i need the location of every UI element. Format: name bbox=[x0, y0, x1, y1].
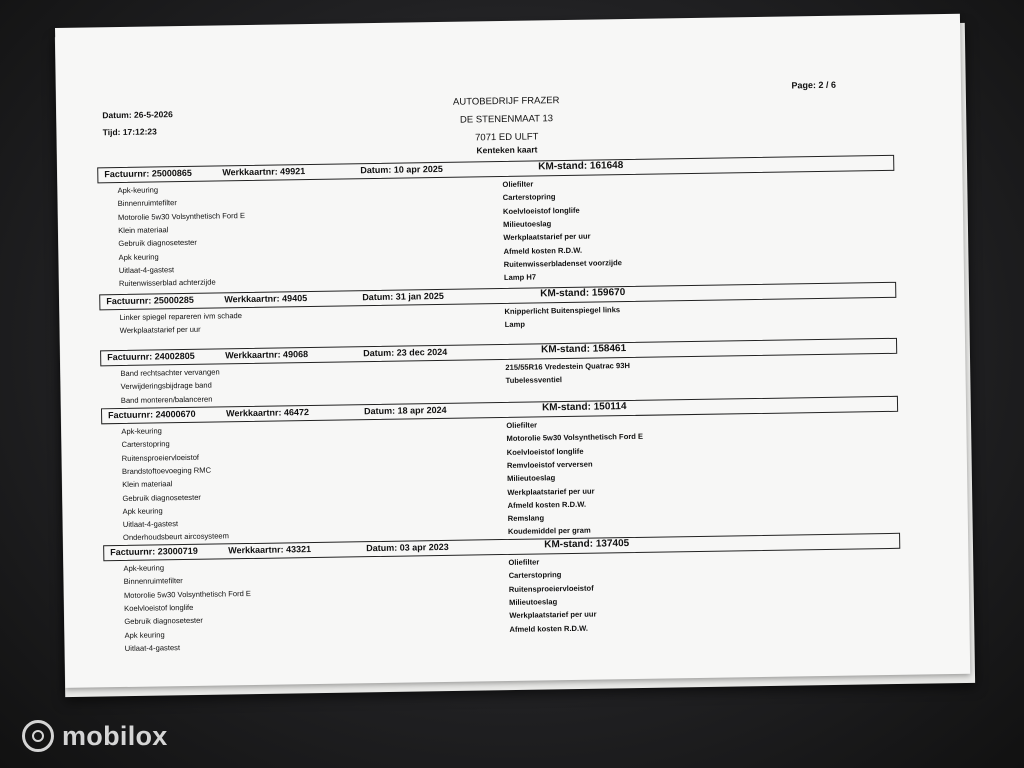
part-item: Werkplaatstarief per uur bbox=[503, 231, 591, 243]
service-item: Ruitensproeiervloeistof bbox=[121, 452, 200, 463]
part-item: Milieutoeslag bbox=[507, 473, 556, 484]
mileage-reading: KM-stand: 150114 bbox=[541, 401, 627, 414]
part-item: Lamp bbox=[504, 319, 526, 330]
invoice-number: Factuurnr: 25000865 bbox=[104, 167, 192, 180]
service-item: Uitlaat-4-gastest bbox=[118, 264, 175, 275]
company-city: 7071 ED ULFT bbox=[475, 131, 539, 144]
workcard-number: Werkkaartnr: 49068 bbox=[225, 349, 309, 361]
invoice-date: Datum: 23 dec 2024 bbox=[363, 346, 448, 359]
part-item: Werkplaatstarief per uur bbox=[507, 486, 595, 497]
print-date: Datum: 26-5-2026 bbox=[102, 109, 173, 121]
part-item: Koelvloeistof longlife bbox=[502, 205, 580, 216]
part-item: Milieutoeslag bbox=[509, 597, 558, 607]
part-item: Remvloeistof verversen bbox=[506, 459, 593, 470]
part-item: Oliefilter bbox=[508, 557, 540, 567]
company-street: DE STENENMAAT 13 bbox=[459, 113, 554, 126]
service-item: Apk-keuring bbox=[117, 185, 159, 196]
watermark bbox=[22, 716, 168, 756]
invoice-date: Datum: 18 apr 2024 bbox=[363, 404, 447, 417]
part-item: Koelvloeistof longlife bbox=[506, 446, 584, 457]
part-item: Oliefilter bbox=[502, 179, 534, 189]
part-item: Carterstopring bbox=[508, 570, 562, 581]
service-item: Apk-keuring bbox=[121, 426, 162, 437]
service-item: Band monteren/balanceren bbox=[120, 394, 213, 405]
service-item: Binnenruimtefilter bbox=[117, 198, 177, 209]
part-item: Werkplaatstarief per uur bbox=[509, 609, 597, 621]
company-name: AUTOBEDRIJF FRAZER bbox=[452, 95, 560, 108]
invoice-header bbox=[101, 396, 898, 425]
watermark-text: mobilox bbox=[62, 720, 168, 751]
service-item: Brandstoftoevoeging RMC bbox=[121, 465, 212, 476]
service-item: Ruitenwisserblad achterzijde bbox=[118, 277, 216, 289]
service-item: Apk keuring bbox=[124, 629, 165, 640]
page-number: Page: 2 / 6 bbox=[791, 79, 837, 91]
service-item: Motorolie 5w30 Volsynthetisch Ford E bbox=[123, 588, 252, 600]
part-item: Afmeld kosten R.D.W. bbox=[507, 499, 587, 510]
service-item: Apk keuring bbox=[122, 506, 163, 516]
part-item: Motorolie 5w30 Volsynthetisch Ford E bbox=[506, 432, 644, 444]
part-item: Ruitensproeiervloeistof bbox=[508, 583, 594, 594]
part-item: Afmeld kosten R.D.W. bbox=[509, 623, 589, 634]
invoice-date: Datum: 31 jan 2025 bbox=[362, 290, 444, 303]
workcard-number: Werkkaartnr: 49921 bbox=[222, 166, 306, 178]
invoice-header bbox=[100, 338, 897, 367]
service-item: Gebruik diagnosetester bbox=[124, 615, 203, 627]
service-item: Klein materiaal bbox=[122, 479, 173, 490]
service-history-page bbox=[55, 14, 970, 688]
part-item: 215/55R16 Vredestein Quatrac 93H bbox=[505, 361, 630, 372]
invoice-number: Factuurnr: 24000670 bbox=[108, 408, 196, 421]
mileage-reading: KM-stand: 137405 bbox=[544, 538, 630, 551]
service-item: Linker spiegel repareren ivm schade bbox=[119, 311, 243, 323]
part-item: Tubelessventiel bbox=[505, 375, 563, 386]
workcard-number: Werkkaartnr: 46472 bbox=[225, 407, 310, 419]
service-item: Onderhoudsbeurt aircosysteem bbox=[122, 531, 230, 543]
print-meta bbox=[102, 106, 173, 141]
part-item: Carterstopring bbox=[502, 192, 556, 203]
part-item: Afmeld kosten R.D.W. bbox=[503, 245, 583, 256]
service-item: Motorolie 5w30 Volsynthetisch Ford E bbox=[117, 210, 246, 222]
part-item: Knipperlicht Buitenspiegel links bbox=[504, 305, 621, 316]
mileage-reading: KM-stand: 158461 bbox=[541, 343, 627, 356]
invoice-header bbox=[99, 282, 896, 311]
invoice-header bbox=[97, 155, 894, 184]
invoice-date: Datum: 03 apr 2023 bbox=[366, 541, 449, 554]
invoice-date: Datum: 10 apr 2025 bbox=[360, 163, 443, 176]
invoice-number: Factuurnr: 25000285 bbox=[106, 294, 194, 307]
part-item: Ruitenwisserbladenset voorzijde bbox=[503, 257, 622, 269]
document-title: Kenteken kaart bbox=[476, 144, 538, 156]
service-item: Carterstopring bbox=[121, 439, 170, 450]
workcard-number: Werkkaartnr: 43321 bbox=[228, 544, 312, 556]
mileage-reading: KM-stand: 161648 bbox=[538, 160, 624, 173]
print-time: Tijd: 17:12:23 bbox=[102, 126, 157, 138]
service-item: Binnenruimtefilter bbox=[123, 576, 183, 587]
mobilox-logo-icon bbox=[22, 720, 54, 752]
part-item: Lamp H7 bbox=[503, 272, 537, 283]
service-item: Gebruik diagnosetester bbox=[118, 237, 197, 249]
part-item: Milieutoeslag bbox=[503, 219, 552, 229]
service-item: Apk-keuring bbox=[123, 563, 165, 573]
service-item: Klein materiaal bbox=[118, 225, 169, 235]
invoice-number: Factuurnr: 24002805 bbox=[107, 350, 195, 363]
part-item: Remslang bbox=[507, 513, 545, 524]
service-item: Band rechtsachter vervangen bbox=[120, 367, 220, 379]
workcard-number: Werkkaartnr: 49405 bbox=[224, 293, 308, 305]
service-item: Uitlaat-4-gastest bbox=[124, 642, 181, 653]
service-item: Gebruik diagnosetester bbox=[122, 492, 201, 503]
service-item: Apk keuring bbox=[118, 251, 159, 262]
mileage-reading: KM-stand: 159670 bbox=[540, 287, 626, 300]
service-item: Uitlaat-4-gastest bbox=[122, 519, 179, 530]
service-item: Werkplaatstarief per uur bbox=[119, 325, 201, 336]
part-item: Oliefilter bbox=[506, 420, 538, 430]
service-item: Verwijderingsbijdrage band bbox=[120, 380, 212, 392]
part-item: Koudemiddel per gram bbox=[507, 526, 591, 537]
service-item: Koelvloeistof longlife bbox=[124, 602, 194, 613]
invoice-number: Factuurnr: 23000719 bbox=[110, 545, 198, 558]
company-address bbox=[406, 91, 607, 148]
